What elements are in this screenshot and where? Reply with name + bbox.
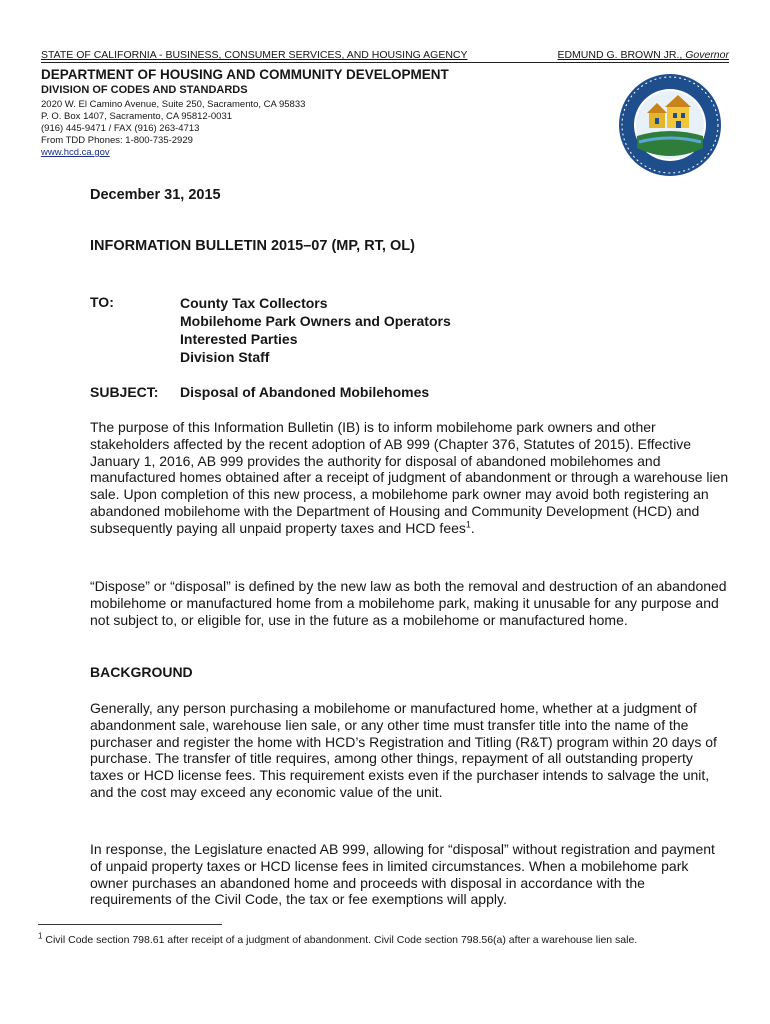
response-paragraph: In response, the Legislature enacted AB 999, allowing for “disposal” without registration and payment of unpaid property taxes or HCD license fees in limited circumstances. When a mobilehome park owner purchases an abandoned home and proceeds with disposal in accordance with the requirements of the Civil Code, the tax or fee exemptions will apply. <box>90 841 715 908</box>
intro-end: . <box>470 519 475 536</box>
recipient-item: Division Staff <box>180 349 270 365</box>
bulletin-date: December 31, 2015 <box>90 187 221 203</box>
website-link[interactable]: www.hcd.ca.gov <box>41 147 110 158</box>
footnote <box>38 931 728 947</box>
intro-text: The purpose of this Information Bulletin (IB) is to inform mobilehome park owners and other stakeholders affected by the recent adoption of AB 999 (Chapter 376, Statutes of 2015). Effective January 1, 2016, AB 999 provides the authority for disposal of abandoned mobilehomes and manufactured homes obtained after a receipt of judgment of abandonment or through a warehouse lien sale. Upon completion of this new process, a mobilehome park owner may avoid both registering an abandoned mobilehome with the Department of Housing and Community Development (HCD) and subsequently paying all unpaid property taxes and HCD fees <box>90 419 729 536</box>
letterhead-top-line <box>41 49 729 63</box>
agency-line: STATE OF CALIFORNIA - BUSINESS, CONSUMER SERVICES, AND HOUSING AGENCY <box>41 49 468 61</box>
recipient-item: Interested Parties <box>180 331 298 347</box>
footnote-divider <box>38 924 222 925</box>
to-label: TO: <box>90 294 114 310</box>
governor-title: Governor <box>685 49 729 61</box>
background-paragraph: Generally, any person purchasing a mobilehome or manufactured home, whether at a judgment of abandonment sale, warehouse lien sale, or any other time must transfer title into the name of the purchaser and register the home with HCD’s Registration and Titling (R&T) program within 20 days of purchase. The transfer of title requires, among other things, repayment of all outstanding property taxes or HCD license fees. This requirement exists even if the purchaser intends to salvage the unit, and the cost may exceed any economic value of the unit. <box>90 700 717 800</box>
footnote-text: Civil Code section 798.61 after receipt of a judgment of abandonment. Civil Code section 798.56(a) after a warehouse lien sale. <box>42 934 638 946</box>
footnote-reference[interactable]: 1 <box>465 519 471 530</box>
subject-text: Disposal of Abandoned Mobilehomes <box>180 384 430 400</box>
address-line: P. O. Box 1407, Sacramento, CA 95812-0031 <box>41 111 233 122</box>
subject-line <box>90 384 429 400</box>
hcd-california-seal-icon <box>617 72 723 178</box>
governor-name: EDMUND G. BROWN JR., <box>557 49 686 61</box>
background-heading: BACKGROUND <box>90 664 193 680</box>
recipient-list <box>180 294 451 366</box>
governor-line <box>557 49 729 61</box>
subject-label: SUBJECT: <box>90 384 159 400</box>
footnote-marker: 1 <box>38 931 43 941</box>
division-name: DIVISION OF CODES AND STANDARDS <box>41 84 248 96</box>
recipient-item: Mobilehome Park Owners and Operators <box>180 313 451 329</box>
recipient-item: County Tax Collectors <box>180 295 328 311</box>
bulletin-title: INFORMATION BULLETIN 2015–07 (MP, RT, OL) <box>90 238 415 254</box>
tdd-line: From TDD Phones: 1-800-735-2929 <box>41 135 193 146</box>
department-name: DEPARTMENT OF HOUSING AND COMMUNITY DEVELOPMENT <box>41 67 449 82</box>
address-line: 2020 W. El Camino Avenue, Suite 250, Sacramento, CA 95833 <box>41 99 306 110</box>
phone-line: (916) 445-9471 / FAX (916) 263-4713 <box>41 123 200 134</box>
definition-paragraph: “Dispose” or “disposal” is defined by the new law as both the removal and destruction of an abandoned mobilehome or manufactured home from a mobilehome park, making it unusable for any purpose and not subject to, or eligible for, use in the future as a mobilehome or manufactured home. <box>90 578 727 628</box>
address-block <box>41 99 305 159</box>
intro-paragraph <box>90 419 730 537</box>
